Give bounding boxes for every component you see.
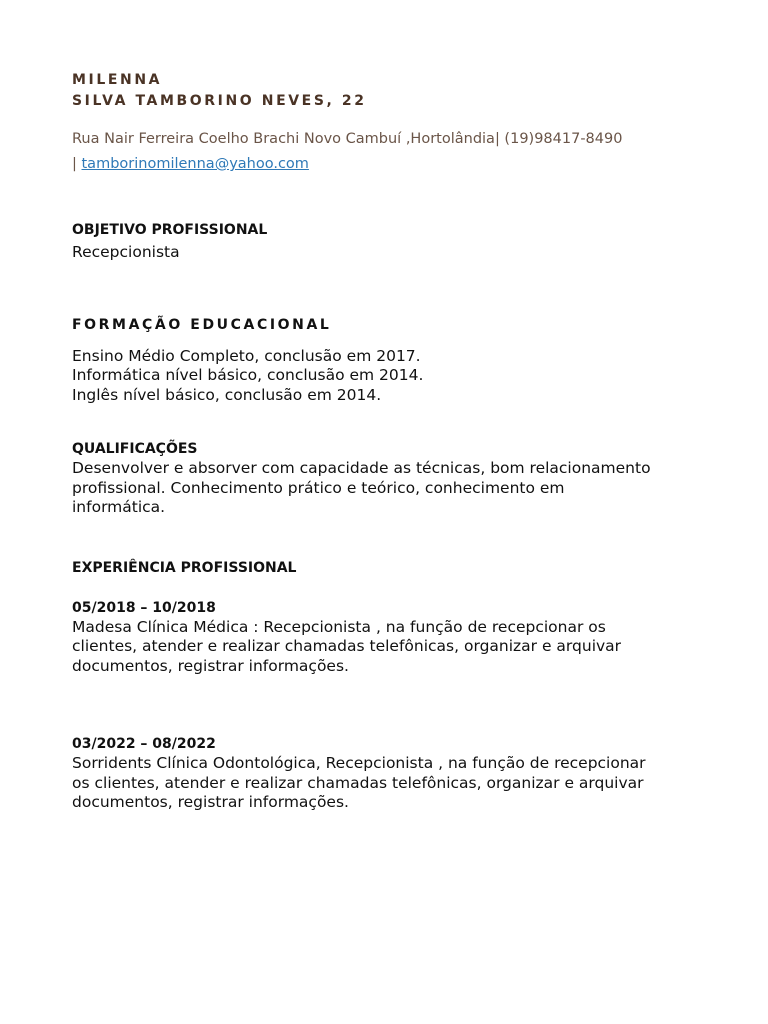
qualificacoes-line: informática. <box>72 498 166 516</box>
section-experiencia <box>72 558 702 813</box>
job-description-line: clientes, atender e realizar chamadas telefônicas, organizar e arquivar <box>72 637 622 655</box>
section-title-experiencia: EXPERIÊNCIA PROFISSIONAL <box>72 559 297 576</box>
formacao-list <box>72 347 702 406</box>
formacao-item: Ensino Médio Completo, conclusão em 2017. <box>72 346 421 365</box>
section-formacao <box>72 315 702 406</box>
contact-separator: | <box>72 156 82 172</box>
objetivo-text: Recepcionista <box>72 243 180 261</box>
contact-info <box>72 127 702 177</box>
candidate-name-first: MILENNA <box>72 72 163 88</box>
job-period: 05/2018 – 10/2018 <box>72 599 216 616</box>
job-description-line: documentos, registrar informações. <box>72 656 349 675</box>
section-objetivo <box>72 220 702 263</box>
job-description-line: Sorridents Clínica Odontológica, Recepcionista , na função de recepcionar <box>72 754 646 772</box>
job-entry <box>72 598 702 677</box>
job-description-line: Madesa Clínica Médica : Recepcionista , na função de recepcionar os <box>72 617 606 636</box>
resume-header <box>72 70 702 177</box>
section-title-qualificacoes: QUALIFICAÇÕES <box>72 441 198 457</box>
job-entry <box>72 734 702 813</box>
section-title-formacao: FORMAÇÃO EDUCACIONAL <box>72 316 332 333</box>
resume-document <box>72 70 702 813</box>
qualificacoes-line: Desenvolver e absorver com capacidade as técnicas, bom relacionamento <box>72 459 651 477</box>
formacao-item: Informática nível básico, conclusão em 2014. <box>72 366 424 384</box>
job-description-line: documentos, registrar informações. <box>72 793 349 811</box>
job-period: 03/2022 – 08/2022 <box>72 736 216 752</box>
qualificacoes-line: profissional. Conhecimento prático e teórico, conhecimento em <box>72 478 565 497</box>
job-description-line: os clientes, atender e realizar chamadas telefônicas, organizar e arquivar <box>72 773 644 792</box>
contact-address-phone: Rua Nair Ferreira Coelho Brachi Novo Cambuí ,Hortolândia| (19)98417-8490 <box>72 131 623 147</box>
formacao-item: Inglês nível básico, conclusão em 2014. <box>72 385 382 404</box>
section-qualificacoes <box>72 439 702 518</box>
candidate-name-rest: SILVA TAMBORINO NEVES, 22 <box>72 93 367 109</box>
contact-email-line <box>72 152 702 177</box>
section-title-objetivo: OBJETIVO PROFISSIONAL <box>72 222 268 238</box>
email-link[interactable]: tamborinomilenna@yahoo.com <box>81 156 309 172</box>
